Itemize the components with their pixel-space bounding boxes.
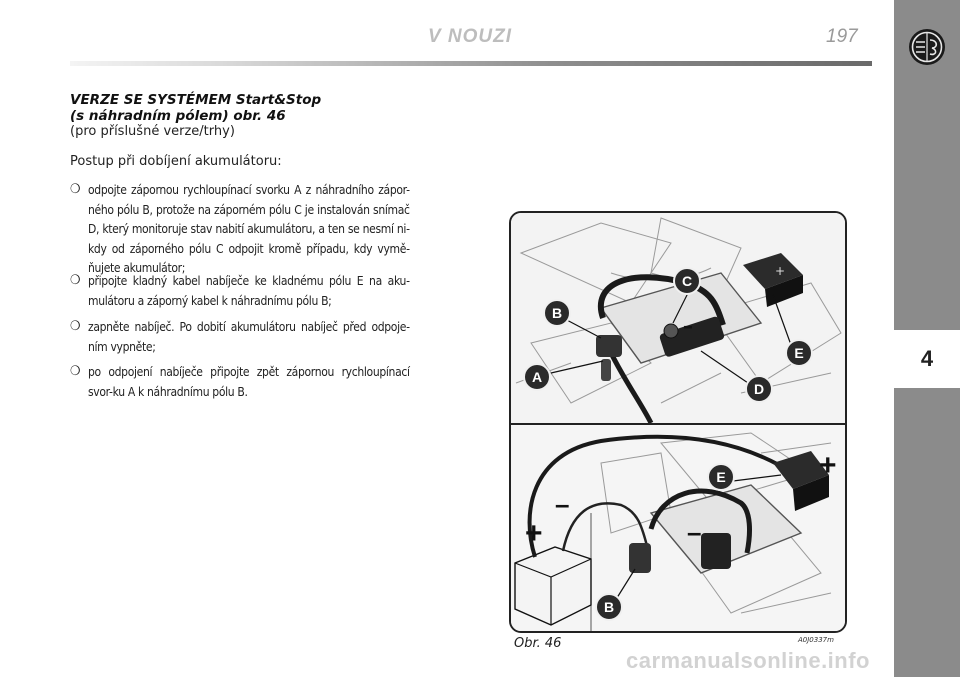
minus-sign-battery: – xyxy=(687,517,702,547)
plus-sign-battery: + xyxy=(819,449,837,482)
callout-b-bottom-label: B xyxy=(603,599,615,615)
header-rule xyxy=(70,61,872,66)
svg-text:–: – xyxy=(683,314,693,338)
minus-sign-charger: – xyxy=(555,489,570,519)
bullet-marker: ❍ xyxy=(70,182,81,197)
battery-illustration xyxy=(511,213,845,631)
callout-e-bottom xyxy=(708,464,734,490)
callout-b-bottom xyxy=(596,594,622,620)
page-number: 197 xyxy=(826,26,858,47)
callout-a-label: A xyxy=(531,369,543,385)
list-item xyxy=(70,271,462,311)
plus-sign-charger: + xyxy=(525,517,543,550)
callout-e-label: E xyxy=(794,345,804,361)
list-item-text: odpojte zápornou rychloupínací svorku A z náhradního zápor-ného pólu B, protože na záporném pólu C je instalován snímač D, který monitoruje stav nabití akumulátoru, a ten se nesmí ni-kdy od záporného pólu C odpojit kromě případu, kdy vymě-ňujete akumulátor; xyxy=(88,182,410,275)
watermark[interactable]: carmanualsonline.info xyxy=(626,648,870,673)
callout-b-label: B xyxy=(551,305,563,321)
figure-caption: Obr. 46 xyxy=(514,636,562,651)
section-subtitle: (pro příslušné verze/trhy) xyxy=(70,124,235,139)
callout-e xyxy=(786,340,812,366)
brand-logo-icon xyxy=(908,28,946,66)
bullet-marker: ❍ xyxy=(70,319,81,334)
callout-c-label: C xyxy=(681,273,693,289)
callout-e-bottom-label: E xyxy=(716,469,726,485)
callout-d xyxy=(746,376,772,402)
svg-text:+: + xyxy=(775,264,786,278)
figure-code: A0J0337m xyxy=(798,636,834,644)
battery-figure xyxy=(509,211,847,633)
list-item-text: zapněte nabíječ. Po dobití akumulátoru nabíječ před odpoje-ním vypněte; xyxy=(88,319,410,354)
section-title-line1: VERZE SE SYSTÉMEM Start&Stop xyxy=(70,92,322,108)
section-title xyxy=(70,92,490,124)
list-item-text: připojte kladný kabel nabíječe ke kladnému pólu E na aku-mulátoru a záporný kabel k náhradnímu pólu B; xyxy=(88,273,410,308)
bullet-marker: ❍ xyxy=(70,364,81,379)
callout-b xyxy=(544,300,570,326)
bullet-marker: ❍ xyxy=(70,273,81,288)
callout-d-label: D xyxy=(753,381,765,397)
list-item xyxy=(70,317,462,357)
callout-c xyxy=(674,268,700,294)
section-title-line2: (s náhradním pólem) obr. 46 xyxy=(70,108,286,124)
intro-text: Postup při dobíjení akumulátoru: xyxy=(70,154,282,169)
callout-a xyxy=(524,364,550,390)
chapter-tab[interactable]: 4 xyxy=(894,330,960,388)
list-item xyxy=(70,362,462,402)
list-item xyxy=(70,180,462,275)
chapter-title: V NOUZI xyxy=(427,26,513,47)
list-item-text: po odpojení nabíječe připojte zpět zápornou rychloupínací svor-ku A k náhradnímu pólu B. xyxy=(88,364,410,399)
